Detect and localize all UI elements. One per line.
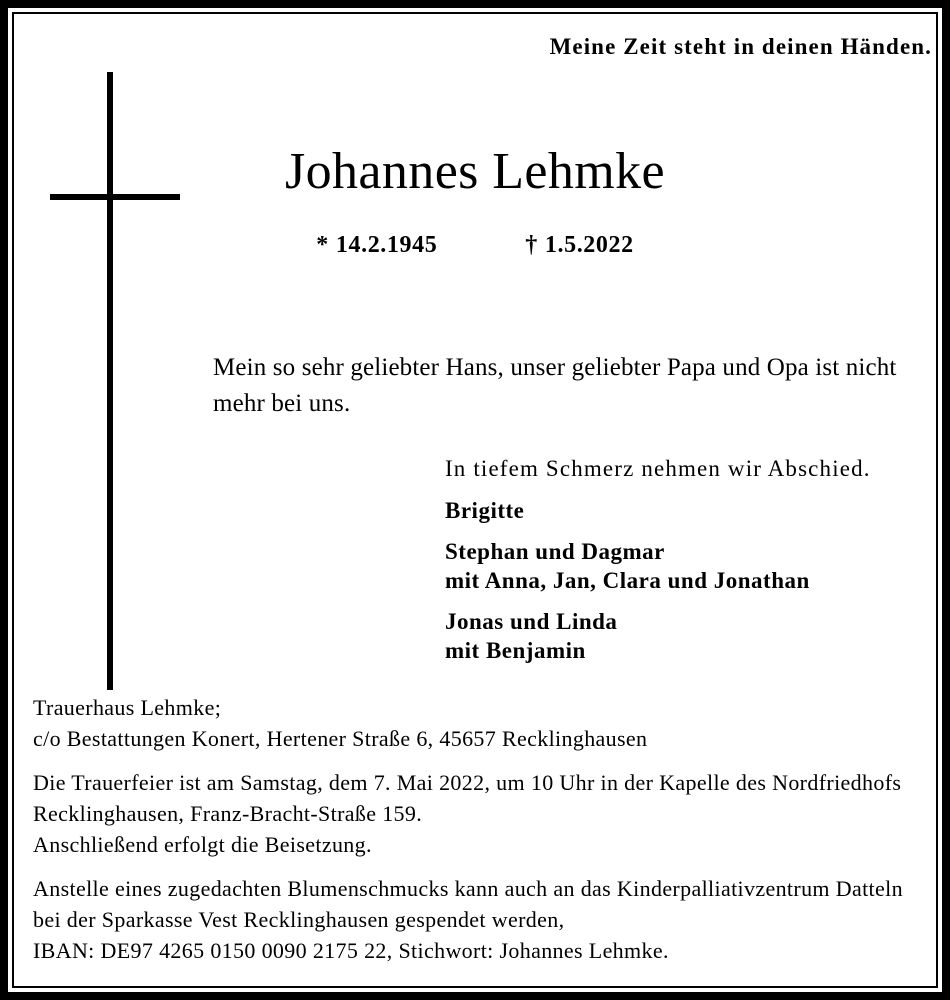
motto-text: Meine Zeit steht in deinen Händen.: [549, 34, 932, 59]
mourning-house-block: [33, 692, 933, 754]
deceased-name: Johannes Lehmke: [284, 143, 665, 200]
mourner-line: mit Anna, Jan, Clara und Jonathan: [445, 568, 810, 593]
birth-date-group: [316, 232, 437, 258]
mourners-section: [445, 454, 935, 665]
notice-content: [14, 14, 936, 986]
death-date-value: 1.5.2022: [544, 232, 634, 258]
footer-line: Die Trauerfeier ist am Samstag, dem 7. Mai 2022, um 10 Uhr in der Kapelle des Nordfriedhofs Recklinghausen, Franz-Bracht-Straße 159.: [33, 770, 902, 826]
funeral-service-block: [33, 767, 933, 860]
footer-line: c/o Bestattungen Konert, Hertener Straße 6, 45657 Recklinghausen: [33, 726, 648, 751]
footer-line: Anstelle eines zugedachten Blumenschmucks kann auch an das Kinderpalliativzentrum Datteln bei der Sparkasse Vest Recklinghausen gespendet werden,: [33, 876, 903, 932]
footer-line: Trauerhaus Lehmke;: [33, 695, 222, 720]
mourner-line: mit Benjamin: [445, 638, 586, 663]
mourner-group: [445, 607, 935, 665]
death-date-group: [525, 232, 633, 258]
mourner-group: [445, 496, 935, 525]
birth-date-value: 14.2.1945: [335, 232, 438, 258]
birth-star-icon: *: [316, 232, 329, 258]
footer-line: Anschließend erfolgt die Beisetzung.: [33, 832, 372, 857]
mourner-line: Jonas und Linda: [445, 609, 618, 634]
mourner-line: Stephan und Dagmar: [445, 539, 665, 564]
life-dates: [14, 232, 936, 259]
mourners-intro-text: In tiefem Schmerz nehmen wir Abschied.: [445, 456, 871, 481]
donation-block: [33, 873, 933, 966]
death-cross-icon: †: [525, 232, 538, 258]
footer-line: IBAN: DE97 4265 0150 0090 2175 22, Stichwort: Johannes Lehmke.: [33, 938, 669, 963]
notice-footer: [33, 692, 933, 966]
mourner-line: Brigitte: [445, 498, 525, 523]
mourner-group: [445, 537, 935, 595]
memorial-message: Mein so sehr geliebter Hans, unser geliebter Papa und Opa ist nicht mehr bei uns.: [213, 354, 897, 417]
